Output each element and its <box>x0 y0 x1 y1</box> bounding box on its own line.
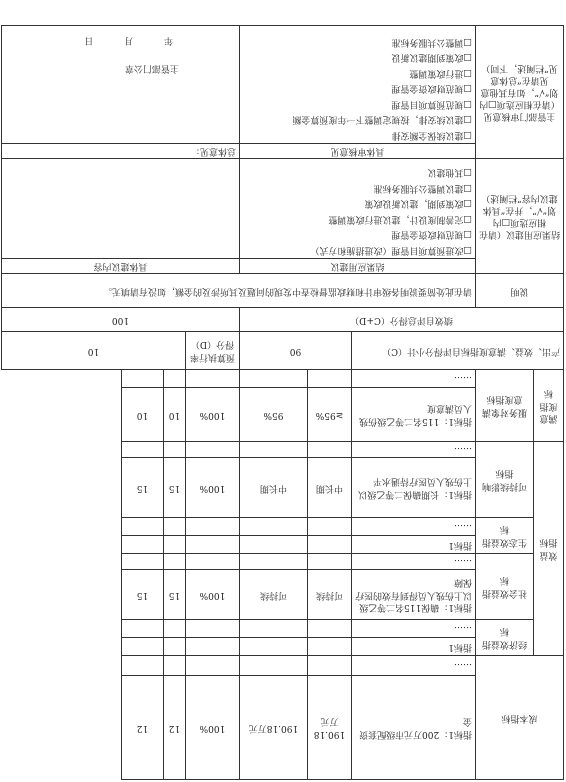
rate-cell <box>185 620 239 638</box>
actual-cell <box>239 620 307 638</box>
target-cell: 中长期 <box>307 458 351 518</box>
indicator-cell: …… <box>351 442 475 458</box>
apply-content-box <box>1 158 239 258</box>
apply-header: 结果应用建议 <box>239 258 475 273</box>
review-header: 具体审核意见 <box>239 143 475 158</box>
checkbox-option[interactable]: □政策到期，建议新设政策 <box>364 198 472 209</box>
weight-cell: 15 <box>163 570 185 620</box>
indicator-cell: …… <box>351 518 475 536</box>
total-label: 绩效自评总得分（C+D） <box>239 308 563 332</box>
rate-cell <box>185 370 239 388</box>
rate-cell: 100% <box>185 458 239 518</box>
target-cell <box>307 638 351 656</box>
indicator-cell: 指标1：200万元市级配套资金 <box>351 676 475 780</box>
review-options <box>239 25 475 143</box>
table-row <box>1 458 563 518</box>
review-label: 主管部门审核意见（请在相应选项□内划“√”，如有其他意见请在“总体意见”栏阐述，下同） <box>475 25 563 158</box>
weight-cell <box>163 518 185 536</box>
weight-cell <box>163 370 185 388</box>
actual-cell <box>239 638 307 656</box>
target-cell: 190.18 万元 <box>307 676 351 780</box>
checkbox-option[interactable]: □规范预算项目管理 <box>391 98 472 109</box>
table-row <box>1 536 563 554</box>
score-cell: 15 <box>121 458 163 518</box>
checkbox-option[interactable]: □进行政策调整 <box>409 67 472 78</box>
table-row <box>1 143 563 158</box>
actual-cell <box>239 370 307 388</box>
weight-cell <box>163 638 185 656</box>
weight-cell: 15 <box>163 458 185 518</box>
actual-cell: 95% <box>239 388 307 442</box>
actual-cell: 中长期 <box>239 458 307 518</box>
score-cell: 10 <box>121 388 163 442</box>
indicator-cell: 指标1 <box>351 536 475 554</box>
total-value: 100 <box>1 308 239 332</box>
score-cell <box>121 554 163 570</box>
target-cell <box>307 370 351 388</box>
benefit-subcategory: 社会效益指标 <box>475 554 533 620</box>
rate-cell <box>185 554 239 570</box>
table-row <box>1 258 563 273</box>
weight-cell <box>163 656 185 676</box>
rate-cell <box>185 536 239 554</box>
checkbox-option[interactable]: □其他建议 <box>427 167 472 178</box>
target-cell: ≥95% <box>307 388 351 442</box>
target-cell <box>307 656 351 676</box>
rate-cell <box>185 442 239 458</box>
indicator-cell: 指标1：确保115名二等乙级以上伤残人员得到有效的医疗保障 <box>351 570 475 620</box>
table-row <box>1 274 563 308</box>
checkbox-option[interactable]: □建议续安排，按规定调整下一年度预算金额 <box>292 114 472 125</box>
score-cell <box>121 620 163 638</box>
target-cell <box>307 536 351 554</box>
score-cell: 15 <box>121 570 163 620</box>
budget-label: 预算执行率得分（D） <box>185 332 239 370</box>
score-cell: 12 <box>121 676 163 780</box>
indicator-cell: …… <box>351 370 475 388</box>
rate-cell: 100% <box>185 676 239 780</box>
actual-cell <box>239 656 307 676</box>
checkbox-option[interactable]: □建议调整公共服务标准 <box>373 182 472 193</box>
indicator-cell: 指标1：长期确保二等乙级以上伤残人员医疗待遇水平 <box>351 458 475 518</box>
table-row <box>1 570 563 620</box>
score-cell <box>121 370 163 388</box>
subtotal-value: 90 <box>239 332 351 370</box>
weight-cell: 12 <box>163 676 185 780</box>
indicator-cell: 指标1：115名二等乙级伤残人员满意度 <box>351 388 475 442</box>
rate-cell: 100% <box>185 570 239 620</box>
benefit-subcategory: 生态效益指标 <box>475 518 533 554</box>
checkbox-option[interactable]: □完善制度设计，建议进行政策调整 <box>328 213 472 224</box>
indicator-cell: 指标1 <box>351 638 475 656</box>
apply-options <box>239 158 475 258</box>
checkbox-option[interactable]: □建议续保全额安排 <box>391 129 472 140</box>
target-cell <box>307 442 351 458</box>
weight-cell: 10 <box>163 388 185 442</box>
weight-cell <box>163 442 185 458</box>
note-label: 说明 <box>475 274 563 308</box>
checkbox-option[interactable]: □规范财政资金管理 <box>391 83 472 94</box>
weight-cell <box>163 554 185 570</box>
review-signature-box <box>1 25 239 143</box>
satisfaction-category: 满意度指标 <box>534 370 564 442</box>
benefit-subcategory: 可持续影响指标 <box>475 442 533 518</box>
date-label: 年 月 日 <box>70 34 173 45</box>
actual-cell <box>239 442 307 458</box>
score-cell <box>121 638 163 656</box>
subtotal-label: 产出、效益、满意度指标自评得分小计（C） <box>351 332 563 370</box>
indicator-cell: …… <box>351 620 475 638</box>
satisfaction-subcategory: 服务对象满意度指标 <box>475 370 533 442</box>
score-cell <box>121 536 163 554</box>
benefit-category: 效益指标 <box>534 442 564 656</box>
score-cell <box>121 442 163 458</box>
checkbox-option[interactable]: □调整公共服务标准 <box>391 36 472 47</box>
checkbox-option[interactable]: □政策到期建议新设 <box>391 52 472 63</box>
table-row <box>1 332 563 370</box>
target-cell <box>307 554 351 570</box>
table-row <box>1 676 563 780</box>
checkbox-option[interactable]: □规范财政资金管理 <box>391 229 472 240</box>
rate-cell <box>185 656 239 676</box>
score-cell <box>121 656 163 676</box>
checkbox-option[interactable]: □改进预算项目管理（改进措施和方式） <box>310 244 472 255</box>
performance-table <box>1 25 564 780</box>
benefit-subcategory: 经济效益指标 <box>475 620 533 656</box>
official-seal-label: 主管部门公章 <box>124 62 179 73</box>
indicator-cell: …… <box>351 656 475 676</box>
actual-cell <box>239 554 307 570</box>
target-cell <box>307 620 351 638</box>
table-row <box>1 638 563 656</box>
weight-cell <box>163 536 185 554</box>
actual-cell: 可持续 <box>239 570 307 620</box>
table-row <box>1 308 563 332</box>
target-cell <box>307 518 351 536</box>
cost-category: 成本指标 <box>475 656 563 780</box>
rate-cell <box>185 638 239 656</box>
actual-cell <box>239 518 307 536</box>
actual-cell <box>239 536 307 554</box>
weight-cell <box>163 620 185 638</box>
score-cell <box>121 518 163 536</box>
review-overall-header: 总体意见： <box>1 143 239 158</box>
indicator-cell: …… <box>351 554 475 570</box>
budget-value: 10 <box>1 332 185 370</box>
rate-cell <box>185 518 239 536</box>
target-cell: 可持续 <box>307 570 351 620</box>
rate-cell: 100% <box>185 388 239 442</box>
note-text: 请在此处简要说明各级审计和财政监督检查中发现的问题及其所涉及的金额，如没有请填无。 <box>1 274 475 308</box>
table-row <box>1 388 563 442</box>
apply-content-header: 具体建议内容 <box>1 258 239 273</box>
actual-cell: 190.18万元 <box>239 676 307 780</box>
apply-label: 结果应用建议（请在相应选项□内划“√”，并在“具体建议内容”栏阐述） <box>475 158 563 273</box>
